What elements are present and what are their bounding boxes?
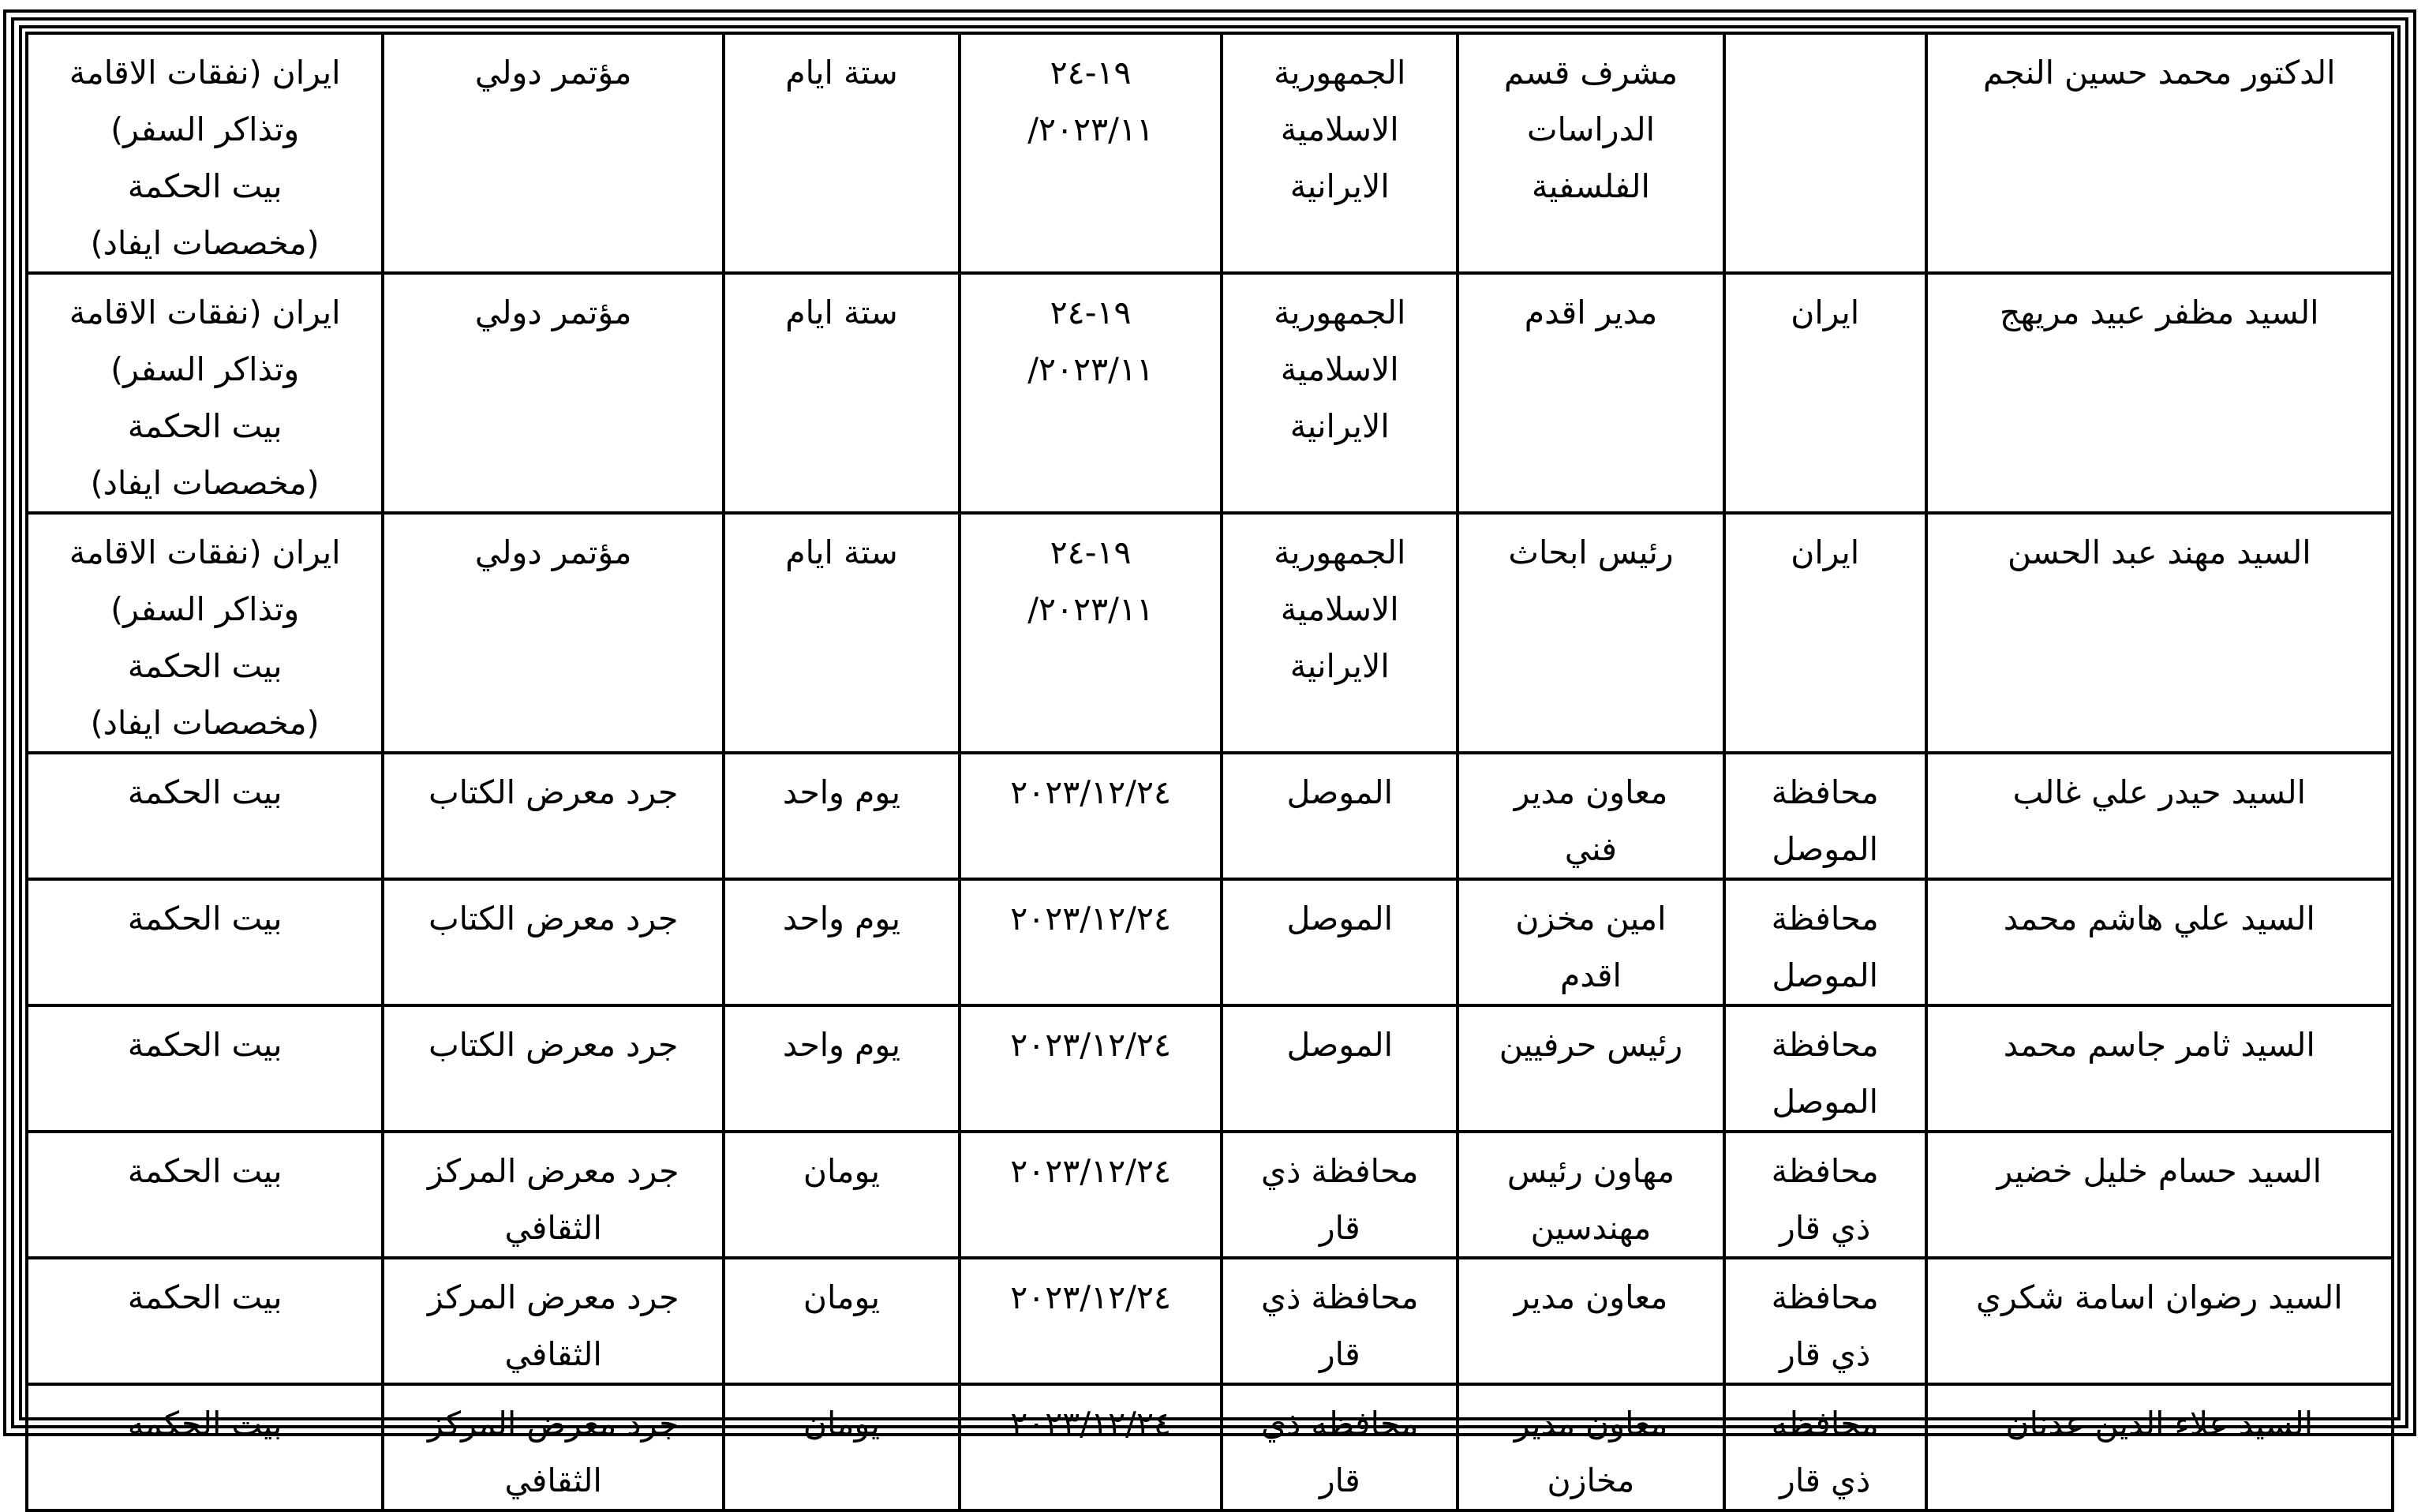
position-cell: مشرف قسم الدراسات الفلسفية	[1458, 33, 1724, 273]
expenses-cell: بيت الحكمة	[27, 1384, 383, 1510]
name-cell: السيد حسام خليل خضير	[1926, 1132, 2393, 1258]
destination-cell: الموصل	[1222, 1005, 1458, 1132]
purpose-cell: جرد معرض المركز الثقافي	[383, 1258, 724, 1384]
table-row	[27, 1384, 2393, 1510]
expenses-cell: ايران (نفقات الاقامة وتذاكر السفر) بيت الحكمة (مخصصات ايفاد)	[27, 33, 383, 273]
purpose-cell: جرد معرض الكتاب	[383, 1005, 724, 1132]
date-cell: ٢٠٢٣/١٢/٢٤	[960, 753, 1222, 879]
duration-cell: يوم واحد	[724, 1005, 960, 1132]
name-cell: السيد ثامر جاسم محمد	[1926, 1005, 2393, 1132]
purpose-cell: جرد معرض المركز الثقافي	[383, 1384, 724, 1510]
purpose-cell: جرد معرض الكتاب	[383, 753, 724, 879]
destination-cell: الموصل	[1222, 879, 1458, 1005]
destination-cell: الجمهورية الاسلامية الايرانية	[1222, 513, 1458, 753]
destination-cell: محافظة ذي قار	[1222, 1384, 1458, 1510]
purpose-cell: جرد معرض المركز الثقافي	[383, 1132, 724, 1258]
expenses-cell: ايران (نفقات الاقامة وتذاكر السفر) بيت الحكمة (مخصصات ايفاد)	[27, 513, 383, 753]
destination-cell: الموصل	[1222, 753, 1458, 879]
name-cell: السيد علي هاشم محمد	[1926, 879, 2393, 1005]
name-cell: السيد علاء الدين عدنان	[1926, 1384, 2393, 1510]
position-cell: رئيس ابحاث	[1458, 513, 1724, 753]
date-cell: ٢٠٢٣/١٢/٢٤	[960, 879, 1222, 1005]
table-body	[27, 33, 2393, 1510]
purpose-cell: مؤتمر دولي	[383, 33, 724, 273]
purpose-cell: جرد معرض الكتاب	[383, 879, 724, 1005]
expenses-cell: بيت الحكمة	[27, 753, 383, 879]
entity-cell	[1724, 33, 1926, 273]
expenses-cell: بيت الحكمة	[27, 1005, 383, 1132]
name-cell: السيد مظفر عبيد مريهج	[1926, 273, 2393, 513]
name-cell: السيد مهند عبد الحسن	[1926, 513, 2393, 753]
expenses-cell: بيت الحكمة	[27, 879, 383, 1005]
table-row	[27, 879, 2393, 1005]
duration-cell: ستة ايام	[724, 513, 960, 753]
entity-cell: ايران	[1724, 513, 1926, 753]
table-row	[27, 1132, 2393, 1258]
purpose-cell: مؤتمر دولي	[383, 273, 724, 513]
entity-cell: محافظة الموصل	[1724, 1005, 1926, 1132]
table-row	[27, 1258, 2393, 1384]
position-cell: مهاون رئيس مهندسين	[1458, 1132, 1724, 1258]
entity-cell: محافظة ذي قار	[1724, 1384, 1926, 1510]
date-cell: ٢٠٢٣/١٢/٢٤	[960, 1258, 1222, 1384]
table-row	[27, 753, 2393, 879]
date-cell: ٢٠٢٣/١٢/٢٤	[960, 1005, 1222, 1132]
destination-cell: محافظة ذي قار	[1222, 1132, 1458, 1258]
duration-cell: يوم واحد	[724, 879, 960, 1005]
duration-cell: يومان	[724, 1258, 960, 1384]
table-row	[27, 1005, 2393, 1132]
expenses-cell: ايران (نفقات الاقامة وتذاكر السفر) بيت الحكمة (مخصصات ايفاد)	[27, 273, 383, 513]
name-cell: السيد حيدر علي غالب	[1926, 753, 2393, 879]
date-cell: ١٩-٢٤ /٢٠٢٣/١١	[960, 273, 1222, 513]
entity-cell: محافظة الموصل	[1724, 753, 1926, 879]
duration-cell: ستة ايام	[724, 273, 960, 513]
date-cell: ٢٠٢٣/١٢/٢٤	[960, 1132, 1222, 1258]
name-cell: السيد رضوان اسامة شكري	[1926, 1258, 2393, 1384]
position-cell: مدير اقدم	[1458, 273, 1724, 513]
entity-cell: محافظة ذي قار	[1724, 1258, 1926, 1384]
duration-cell: ستة ايام	[724, 33, 960, 273]
date-cell: ١٩-٢٤ /٢٠٢٣/١١	[960, 513, 1222, 753]
table-row	[27, 513, 2393, 753]
destination-cell: الجمهورية الاسلامية الايرانية	[1222, 33, 1458, 273]
duration-cell: يوم واحد	[724, 753, 960, 879]
duration-cell: يومان	[724, 1384, 960, 1510]
position-cell: امين مخزن اقدم	[1458, 879, 1724, 1005]
entity-cell: ايران	[1724, 273, 1926, 513]
destination-cell: الجمهورية الاسلامية الايرانية	[1222, 273, 1458, 513]
duration-cell: يومان	[724, 1132, 960, 1258]
expenses-cell: بيت الحكمة	[27, 1258, 383, 1384]
table-row	[27, 273, 2393, 513]
purpose-cell: مؤتمر دولي	[383, 513, 724, 753]
table-row	[27, 33, 2393, 273]
position-cell: معاون مدير فني	[1458, 753, 1724, 879]
entity-cell: محافظة ذي قار	[1724, 1132, 1926, 1258]
position-cell: معاون مدير	[1458, 1258, 1724, 1384]
entity-cell: محافظة الموصل	[1724, 879, 1926, 1005]
position-cell: رئيس حرفيين	[1458, 1005, 1724, 1132]
position-cell: معاون مدير مخازن	[1458, 1384, 1724, 1510]
expenses-cell: بيت الحكمة	[27, 1132, 383, 1258]
delegation-table	[25, 32, 2394, 1512]
destination-cell: محافظة ذي قار	[1222, 1258, 1458, 1384]
date-cell: ١٩-٢٤ /٢٠٢٣/١١	[960, 33, 1222, 273]
name-cell: الدكتور محمد حسين النجم	[1926, 33, 2393, 273]
date-cell: ٢٠٢٣/١٢/٢٤	[960, 1384, 1222, 1510]
